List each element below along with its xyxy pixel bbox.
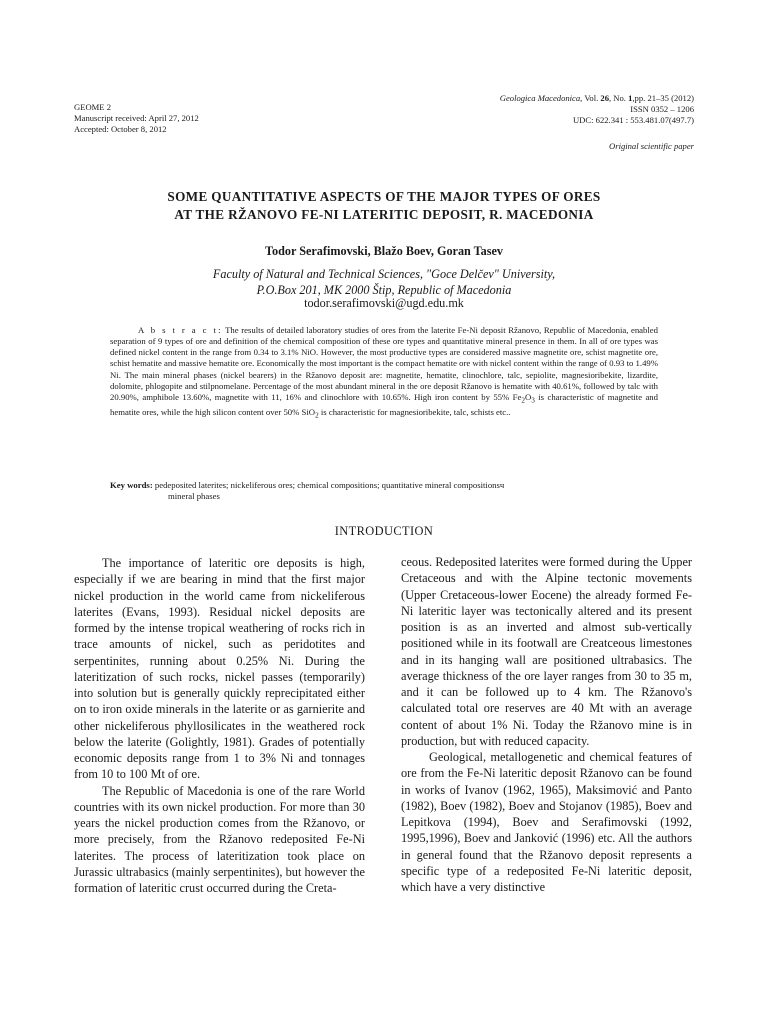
- journal-name: Geologica Macedonica: [499, 93, 581, 103]
- abstract-mid-2: is characteristic of magnetite and hematite ores, while the high silicon content over 50% SiO: [110, 391, 658, 417]
- paper-type: Original scientific paper: [609, 141, 694, 151]
- journal-code: GEOME 2: [74, 102, 111, 112]
- affiliation-line-2: P.O.Box 201, MK 2000 Štip, Republic of Macedonia: [256, 283, 512, 298]
- abstract-label: A b s t r a c t:: [138, 325, 223, 335]
- accepted-date: Accepted: October 8, 2012: [74, 124, 167, 135]
- paper-title: [0, 188, 768, 224]
- abstract-tail: is characteristic for magnesioribekite, talc, schists etc..: [318, 406, 511, 417]
- right-column: [401, 554, 692, 895]
- issue-prefix: , No.: [609, 93, 629, 103]
- abstract-sub-2: 3: [531, 396, 535, 405]
- abstract-text: The results of detailed laboratory studies of ores from the laterite Fe-Ni deposit Ržanovo, Republic of Macedonia, enabled separation of 9 types of ore and definition of the chemical composition of these ore types and quantitative mineral presence in them. In all of ore types was defined nickel content in the range from 0.34 to 3.1% NiO. However, the most productive types are considered massive magnetite ore, schist magnetite ore, schist hematite and massive hematite ore. Economically the most important is the compact hematite ore with nickel content within the range of 0.93 to 1.49% Ni. The main mineral phases (nickel bearers) in the Ržanovo deposit are: magnetite, hematite, clinochlore, talc, sepiolite, magnesioribekite, lizardite, dolomite, phlogopite and stilpnomelane. Percentage of the most abundant mineral in the ore deposit Ržanovo is hematite with 40.61%, followed by talc with 20.90%, amphibole 13.60%, magnetite with 11, 16% and clinochlore with 10.65%. High iron content by 55% Fe: [110, 325, 658, 402]
- affiliation: [0, 266, 768, 298]
- abstract-mid-1: O: [524, 391, 532, 402]
- abstract-sub-3: 2: [315, 411, 319, 420]
- manuscript-info: [74, 102, 199, 136]
- keywords-line-2: mineral phases: [168, 491, 220, 502]
- abstract-sub-1: 2: [521, 396, 525, 405]
- affiliation-line-1: Faculty of Natural and Technical Sciences, "Goce Delčev" University,: [212, 267, 556, 281]
- title-line-1: SOME QUANTITATIVE ASPECTS OF THE MAJOR TYPES OF ORES: [167, 189, 601, 204]
- keywords: [110, 480, 658, 502]
- volume-prefix: , Vol.: [580, 93, 601, 103]
- title-line-2: AT THE RŽANOVO FE-NI LATERITIC DEPOSIT, R. MACEDONIA: [174, 207, 594, 222]
- volume-number: 26: [600, 93, 609, 103]
- paragraph: Geological, metallogenetic and chemical features of ore from the Fe-Ni lateritic deposit Ržanovo can be found in works of Ivanov (1962, 1965), Maksimović and Panto (1982), Boev (1982), Boev and Stojanov (1985), Boev and Lepitkova (1994), Boev and Serafimovski (1992, 1995,1996), Boev and Janković (1996) etc. All the authors in general found that the Ržanovo deposit represents a specific type of a redeposited Fe-Ni lateritic deposit, which have a very distinctive: [401, 750, 692, 894]
- udc: UDC: 622.341 : 553.481.07(497.7): [572, 115, 694, 126]
- left-column: [74, 555, 365, 896]
- authors: Todor Serafimovski, Blažo Boev, Goran Tasev: [264, 244, 504, 258]
- abstract: [110, 325, 658, 422]
- section-heading: INTRODUCTION: [334, 524, 434, 538]
- citation-line: [500, 93, 694, 104]
- issue-number: 1: [628, 93, 633, 103]
- keywords-line-1: pedeposited laterites; nickeliferous ores; chemical compositions; quantitative mineral compositionsч: [152, 480, 505, 490]
- received-date: Manuscript received: April 27, 2012: [74, 113, 199, 124]
- issn: ISSN 0352 – 1206: [630, 104, 694, 115]
- author-email[interactable]: todor.serafimovski@ugd.edu.mk: [304, 296, 464, 310]
- keywords-label: Key words:: [110, 480, 153, 490]
- pages-year: ,pp. 21–35 (2012): [632, 93, 694, 103]
- paragraph: The Republic of Macedonia is one of the rare World countries with its own nickel production. For more than 30 years the nickel production comes from the Ržanovo, or more precisely, from the Ržanovo redeposited Fe-Ni laterites. The process of lateritization took place on Jurassic ultrabasics (mainly serpentinites), but however the formation of lateritic crust occurred during the Creta-: [74, 783, 365, 895]
- citation-info: [500, 93, 694, 127]
- paragraph: The importance of lateritic ore deposits is high, especially if we are bearing in mind that the first major nickel production in the world came from nickeliferous laterites (Evans, 1993). Residual nickel deposits are formed by the intense tropical weathering of rocks rich in trace amounts of nickel, such as peridotites and serpentinites, running about 0.25% Ni. During the lateritization of such rocks, nickel passes (temporarily) into solution but is generally quickly reprecipitated either on to iron oxide minerals in the laterite or as garnierite and other nickeliferous phyllosilicates in the weathered rock below the laterite (Golightly, 1981). Grades of potentially economic deposits range from 1 to 3% Ni and tonnages from 10 to 100 Mt of ore.: [74, 556, 365, 782]
- paragraph: ceous. Redeposited laterites were formed during the Upper Cretaceous and with the Alpine tectonic movements (Upper Cretaceous-lower Eocene) the already formed Fe-Ni lateritic layer was tectonically altered and its present position is as an inverted and almost sub-vertically positioned while in its footwall are Creatceous limestones and in its hanging wall are positioned ultrabasics. The average thickness of the ore layer ranges from 30 to 35 m, and it can be followed up to 4 km. The Ržanovo's calculated total ore reserves are 40 Mt with an average content of about 1% Ni. Today the Ržanovo mine is in production, but with reduced capacity.: [401, 555, 692, 748]
